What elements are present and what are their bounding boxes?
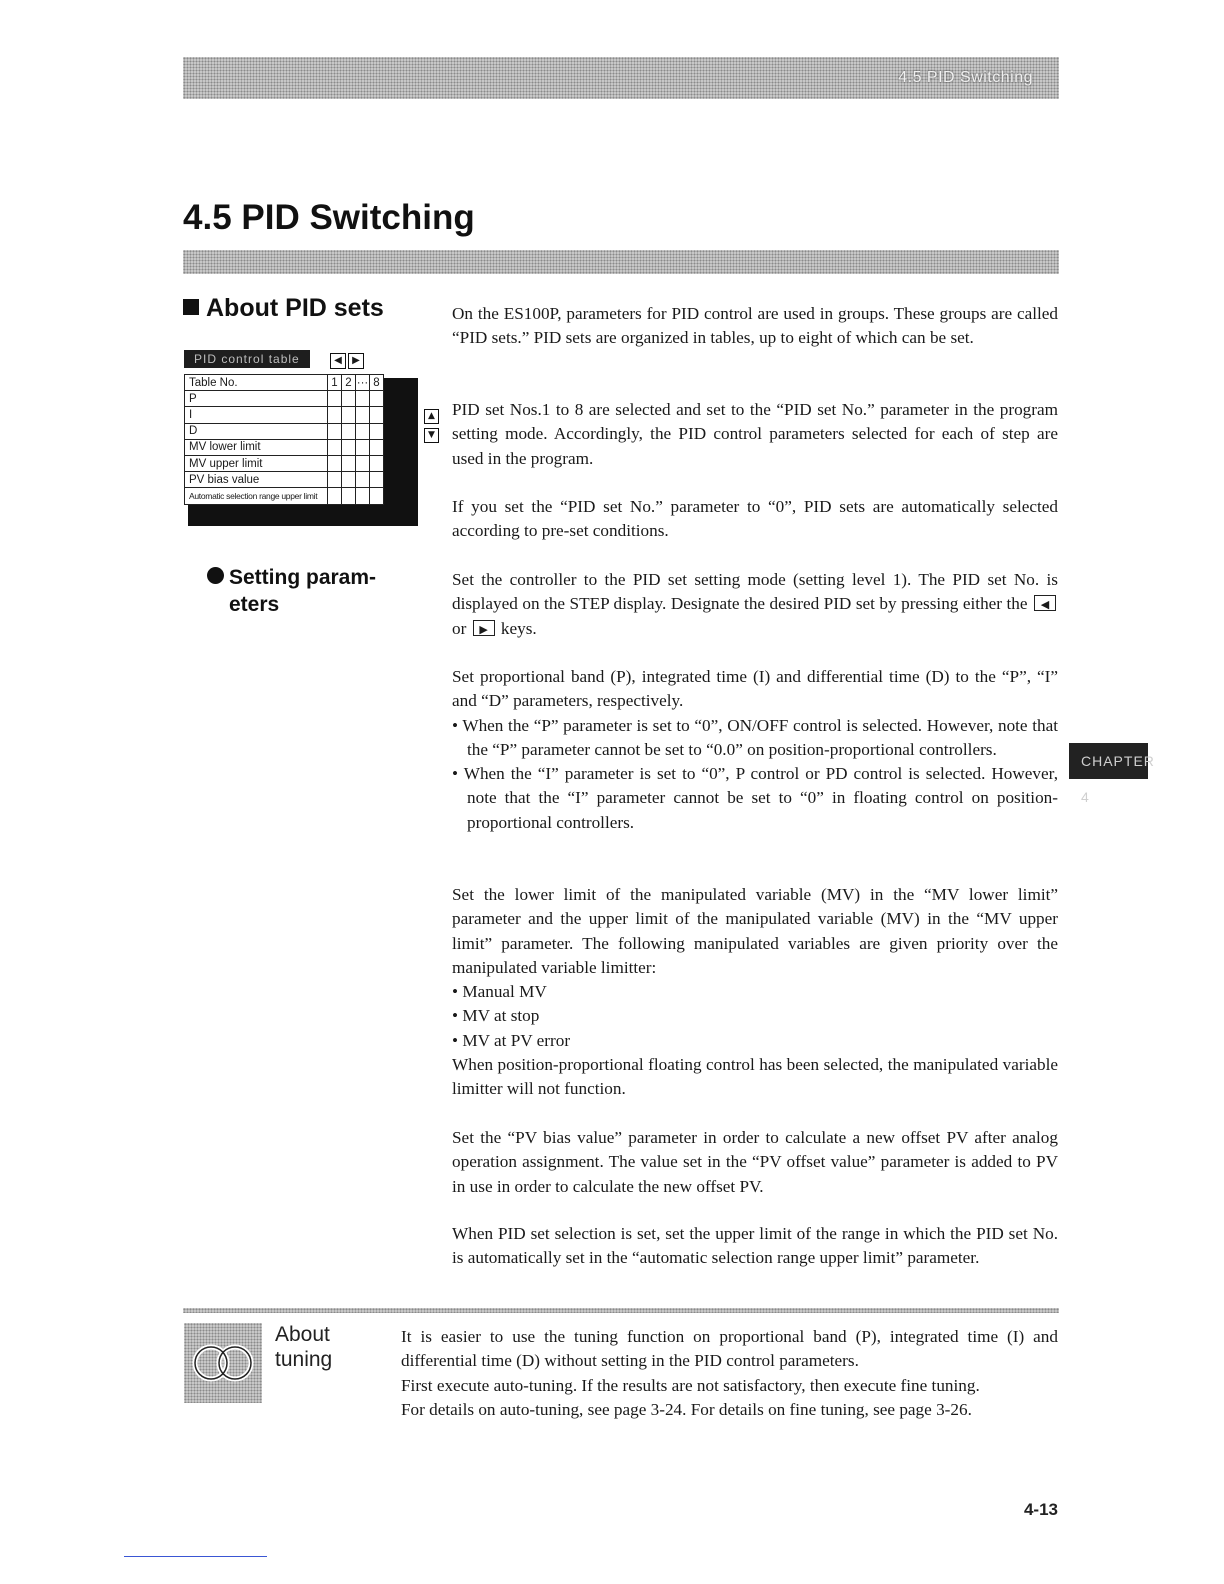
bullet-item: • When the “P” parameter is set to “0”, ON/OFF control is selected. However, note that the “P” parameter cannot be set to “0.0” on position-proportional controllers. xyxy=(452,715,1058,759)
bullet-item: • MV at stop xyxy=(452,1006,540,1026)
setting-heading-line1: Setting param- xyxy=(229,566,377,589)
table-row xyxy=(185,439,384,455)
table-col-8: 8 xyxy=(370,375,384,391)
bullet-item: • Manual MV xyxy=(452,982,547,1002)
tuning-para-3: For details on auto-tuning, see page 3-24. For details on fine tuning, see page 3-26. xyxy=(401,1399,972,1419)
table-row-label: MV lower limit xyxy=(185,439,328,455)
setting-para-2 xyxy=(452,665,1058,835)
up-key-icon: ▲ xyxy=(424,409,439,424)
table-row-label: Automatic selection range upper limit xyxy=(185,488,328,504)
table-col-ellipsis: ··· xyxy=(356,375,370,391)
tuning-para-2: First execute auto-tuning. If the results are not satisfactory, then execute fine tuning. xyxy=(401,1375,980,1395)
running-header: 4.5 PID Switching xyxy=(898,69,1033,86)
table-row xyxy=(185,407,384,423)
about-tuning-text xyxy=(401,1325,1058,1422)
setting-para-1-text: Set the controller to the PID set setting mode (setting level 1). The PID set No. is displayed on the STEP display. Designate the desired PID set by pressing either the xyxy=(452,570,1058,614)
section-heading-text: About PID sets xyxy=(206,294,384,322)
about-para-1: On the ES100P, parameters for PID control are used in groups. These groups are called “PID sets.” PID sets are organized in tables, up to eight of which can be set. xyxy=(452,304,1058,348)
table-row-label: MV upper limit xyxy=(185,455,328,471)
setting-heading-line2: eters xyxy=(229,593,280,616)
table-row xyxy=(185,423,384,439)
right-arrow-key-icon: ▶ xyxy=(473,620,495,636)
setting-para-2-text: Set proportional band (P), integrated time (I) and differential time (D) to the “P”, “I” and “D” parameters, respectively. xyxy=(452,667,1058,711)
round-bullet-icon xyxy=(207,567,224,584)
page-number: 4-13 xyxy=(1023,1500,1058,1519)
table-row xyxy=(185,455,384,471)
table-row xyxy=(185,488,384,504)
setting-para-1-keys: keys. xyxy=(500,618,537,638)
table-row-label: P xyxy=(185,391,328,407)
about-para-2: PID set Nos.1 to 8 are selected and set to the “PID set No.” parameter in the program setting mode. Accordingly, the PID control parameters selected for each of step are used in the program. xyxy=(452,400,1058,468)
table-header-label: Table No. xyxy=(185,375,328,391)
header-band xyxy=(183,57,1059,99)
about-tuning-label-line1: About xyxy=(275,1323,330,1346)
setting-para-4: Set the “PV bias value” parameter in order to calculate a new offset PV after analog operation assignment. The value set in the “PV offset value” parameter is added to PV in use in order to calculate the new offset PV. xyxy=(452,1128,1058,1196)
setting-para-1-or: or xyxy=(452,618,467,638)
pid-control-table xyxy=(184,374,384,505)
tuning-infinity-icon xyxy=(184,1323,262,1403)
up-down-keys xyxy=(424,409,439,447)
table-row-label: PV bias value xyxy=(185,472,328,488)
table-row-label: I xyxy=(185,407,328,423)
left-right-keys xyxy=(330,352,366,369)
section-heading-about-pid-sets xyxy=(183,294,384,323)
table-header-row xyxy=(185,375,384,391)
pid-table-label: PID control table xyxy=(184,350,310,368)
left-arrow-key-icon: ◀ xyxy=(1034,595,1056,611)
title-underline-band xyxy=(183,250,1059,274)
table-row xyxy=(185,391,384,407)
right-key-icon: ▶ xyxy=(348,353,364,369)
about-tuning-label-line2: tuning xyxy=(275,1348,333,1371)
setting-para-5: When PID set selection is set, set the upper limit of the range in which the PID set No. is automatically set in the “automatic selection range upper limit” parameter. xyxy=(452,1224,1058,1268)
setting-para-3-text: Set the lower limit of the manipulated variable (MV) in the “MV lower limit” parameter and the upper limit of the manipulated variable (MV) in the “MV upper limit” parameter. The following manipulated variables are given priority over the manipulated variable limitter: xyxy=(452,885,1058,977)
bullet-item: • When the “I” parameter is set to “0”, P control or PD control is selected. However, note that the “I” parameter cannot be set to “0” in floating control on position-proportional controllers. xyxy=(452,764,1058,832)
section-heading-setting-parameters xyxy=(207,564,376,618)
page-title: 4.5 PID Switching xyxy=(183,198,475,237)
chapter-tab: CHAPTER 4 xyxy=(1069,743,1148,779)
about-para-3: If you set the “PID set No.” parameter to “0”, PID sets are automatically selected according to pre-set conditions. xyxy=(452,497,1058,541)
setting-para-3-end: When position-proportional floating control has been selected, the manipulated variable limitter will not function. xyxy=(452,1055,1058,1099)
table-col-1: 1 xyxy=(328,375,342,391)
table-row-label: D xyxy=(185,423,328,439)
setting-para-3 xyxy=(452,883,1058,1102)
table-row xyxy=(185,472,384,488)
setting-para-1 xyxy=(452,568,1058,641)
bullet-item: • MV at PV error xyxy=(452,1030,571,1050)
tuning-para-1: It is easier to use the tuning function on proportional band (P), integrated time (I) and differential time (D) without setting in the PID control parameters. xyxy=(401,1327,1058,1371)
footer-blue-line xyxy=(124,1556,267,1557)
table-col-2: 2 xyxy=(342,375,356,391)
down-key-icon: ▼ xyxy=(424,428,439,443)
section-divider xyxy=(183,1308,1059,1313)
about-tuning-label xyxy=(275,1322,332,1372)
left-key-icon: ◀ xyxy=(330,353,346,369)
square-bullet-icon xyxy=(183,299,199,315)
